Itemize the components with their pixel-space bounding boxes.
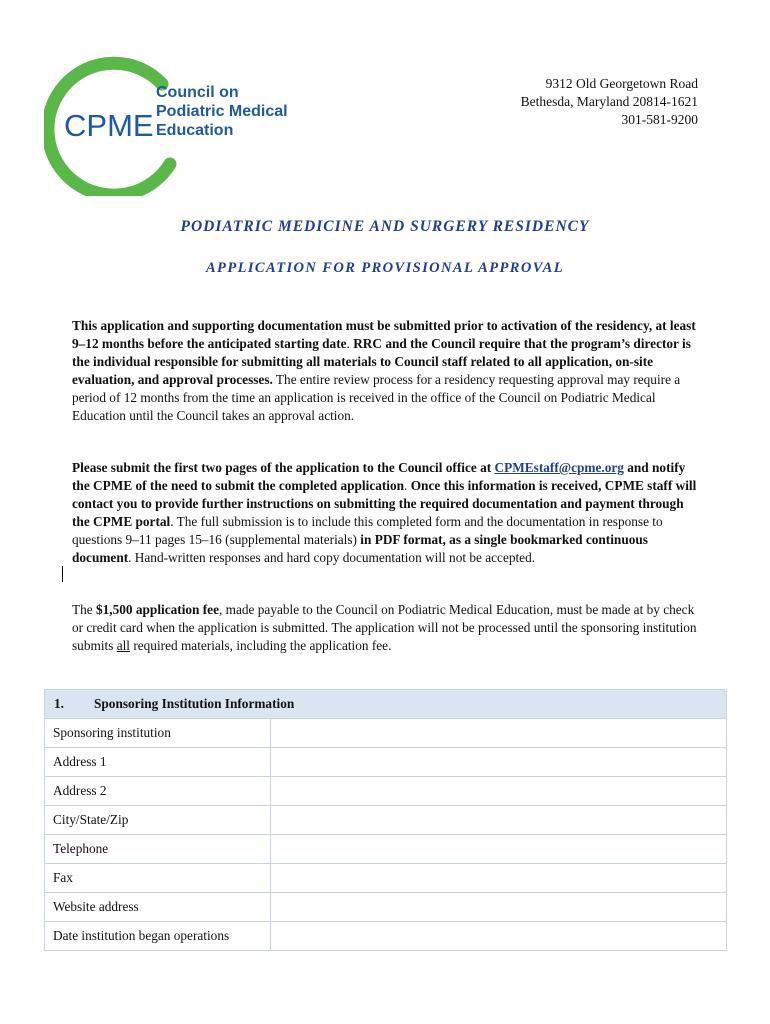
table-row [45, 719, 726, 748]
document-title: PODIATRIC MEDICINE AND SURGERY RESIDENCY [180, 218, 590, 235]
submission-bold-1: Please submit the first two pages of the application to the Council office at [72, 460, 495, 475]
field-label: Sponsoring institution [45, 719, 271, 747]
intro-rest: The entire review process for a residency requesting approval may require a period of 12 months from the time an application is received in the office of the Council on Podiatric Medical Education until the Council takes an approval action. [72, 372, 681, 423]
submission-paragraph [72, 459, 702, 567]
section-title: Sponsoring Institution Information [94, 696, 295, 711]
field-label: Website address [45, 893, 271, 921]
field-label: Date institution began operations [45, 922, 271, 950]
address-2-field[interactable] [271, 777, 726, 805]
city-state-zip-field[interactable] [271, 806, 726, 834]
field-label: Fax [45, 864, 271, 892]
table-row [45, 893, 726, 922]
website-address-field[interactable] [271, 893, 726, 921]
logo-name-line: Podiatric Medical [156, 103, 288, 120]
table-row [45, 806, 726, 835]
telephone-field[interactable] [271, 835, 726, 863]
submission-bold-4: in PDF format, as a single bookmarked continuous document [72, 532, 648, 565]
logo-organization-name [156, 83, 288, 140]
cpme-logo [44, 56, 288, 196]
sponsoring-institution-table [44, 689, 727, 951]
logo-abbreviation: CPME [64, 108, 154, 143]
address-block [521, 75, 698, 129]
submission-bold-3: Once this information is received, CPME staff will contact you to provide further instructions on submitting the required documentation and payment through the CPME portal [72, 478, 697, 529]
fee-pre: The [72, 602, 96, 617]
intro-paragraph [72, 317, 702, 425]
section-header [45, 690, 726, 719]
address-city: Bethesda, Maryland 20814-1621 [520, 94, 698, 109]
fax-field[interactable] [271, 864, 726, 892]
address-street: 9312 Old Georgetown Road [545, 76, 698, 91]
field-label: City/State/Zip [45, 806, 271, 834]
fee-underline: all [116, 638, 130, 653]
table-row [45, 864, 726, 893]
address-phone: 301-581-9200 [621, 112, 698, 127]
section-number: 1. [54, 696, 64, 711]
email-link[interactable]: CPMEstaff@cpme.org [494, 460, 624, 475]
fee-amount: $1,500 application fee [96, 602, 219, 617]
fee-rest: , made payable to the Council on Podiatric Medical Education, must be made at by check or credit card when the application is submitted. The application will not be processed until the sponsoring institution submits [72, 602, 697, 653]
submission-dot: . [404, 478, 411, 493]
logo-name-line: Council on [156, 84, 239, 101]
submission-bold-2: and notify the CPME of the need to submit the completed application [72, 460, 686, 493]
table-row [45, 922, 726, 950]
table-row [45, 835, 726, 864]
fee-paragraph [72, 601, 702, 655]
field-label: Address 2 [45, 777, 271, 805]
fee-end: required materials, including the application fee. [130, 638, 392, 653]
submission-rest-1: . The full submission is to include this completed form and the documentation in response to questions 9–11 pages 15–16 (supplemental materials) [72, 514, 663, 547]
table-row [45, 748, 726, 777]
intro-dot: . [346, 336, 354, 351]
date-began-operations-field[interactable] [271, 922, 726, 950]
sponsoring-institution-field[interactable] [271, 719, 726, 747]
field-label: Address 1 [45, 748, 271, 776]
intro-bold-2: RRC and the Council require that the program’s director is the individual responsible for submitting all materials to Council staff related to all application, on-site evaluation, and approval processes. [72, 336, 691, 387]
field-label: Telephone [45, 835, 271, 863]
table-row [45, 777, 726, 806]
change-bar [62, 566, 63, 582]
logo-name-line: Education [156, 122, 234, 139]
address-1-field[interactable] [271, 748, 726, 776]
document-subtitle: APPLICATION FOR PROVISIONAL APPROVAL [205, 260, 565, 276]
intro-bold: This application and supporting documentation must be submitted prior to activation of the residency, at least 9–12 months before the anticipated starting date [72, 318, 696, 351]
submission-rest-2: . Hand-written responses and hard copy documentation will not be accepted. [128, 550, 536, 565]
